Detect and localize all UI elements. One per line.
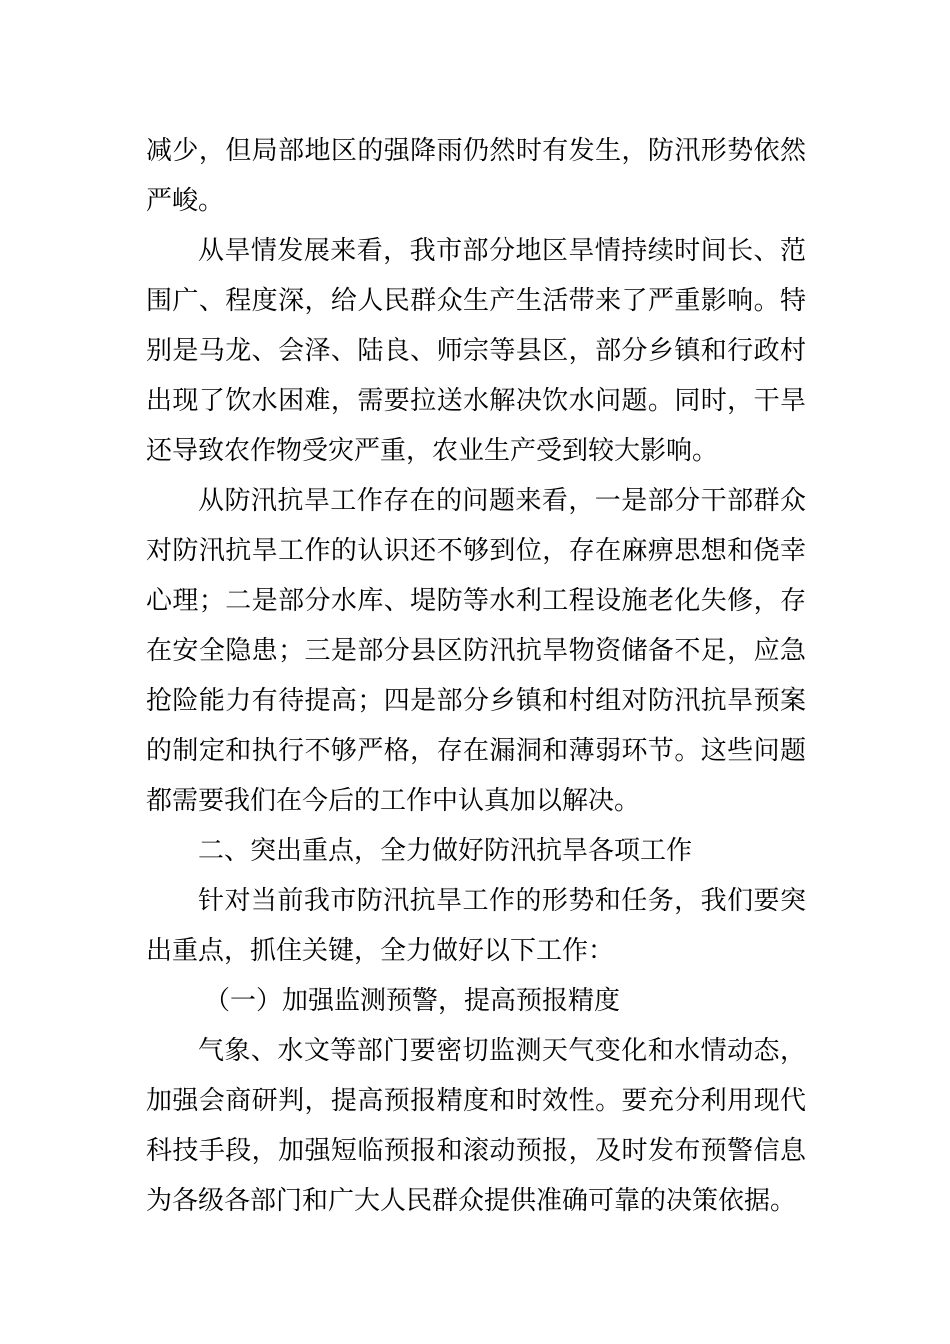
document-body <box>146 126 806 1226</box>
paragraph-monitoring-warning: 气象、水文等部门要密切监测天气变化和水情动态，加强会商研判，提高预报精度和时效性。要充分利用现代科技手段，加强短临预报和滚动预报，及时发布预警信息为各级各部门和广大人民群众提供准确可靠的决策依据。 <box>146 1036 806 1216</box>
paragraph-existing-problems: 从防汛抗旱工作存在的问题来看，一是部分干部群众对防汛抗旱工作的认识还不够到位，存在麻痹思想和侥幸心理；二是部分水库、堤防等水利工程设施老化失修，存在安全隐患；三是部分县区防汛抗旱物资储备不足，应急抢险能力有待提高；四是部分乡镇和村组对防汛抗旱预案的制定和执行不够严格，存在漏洞和薄弱环节。这些问题都需要我们在今后的工作中认真加以解决。 <box>146 486 806 816</box>
subsection-heading-one: （一）加强监测预警，提高预报精度 <box>204 986 621 1016</box>
paragraph-key-tasks-intro: 针对当前我市防汛抗旱工作的形势和任务，我们要突出重点，抓住关键，全力做好以下工作： <box>146 886 806 966</box>
paragraph-continuation: 减少，但局部地区的强降雨仍然时有发生，防汛形势依然严峻。 <box>146 136 806 216</box>
section-heading-two: 二、突出重点，全力做好防汛抗旱各项工作 <box>198 836 693 866</box>
paragraph-drought-situation: 从旱情发展来看，我市部分地区旱情持续时间长、范围广、程度深，给人民群众生产生活带来了严重影响。特别是马龙、会泽、陆良、师宗等县区，部分乡镇和行政村出现了饮水困难，需要拉送水解决饮水问题。同时，干旱还导致农作物受灾严重，农业生产受到较大影响。 <box>146 236 806 466</box>
